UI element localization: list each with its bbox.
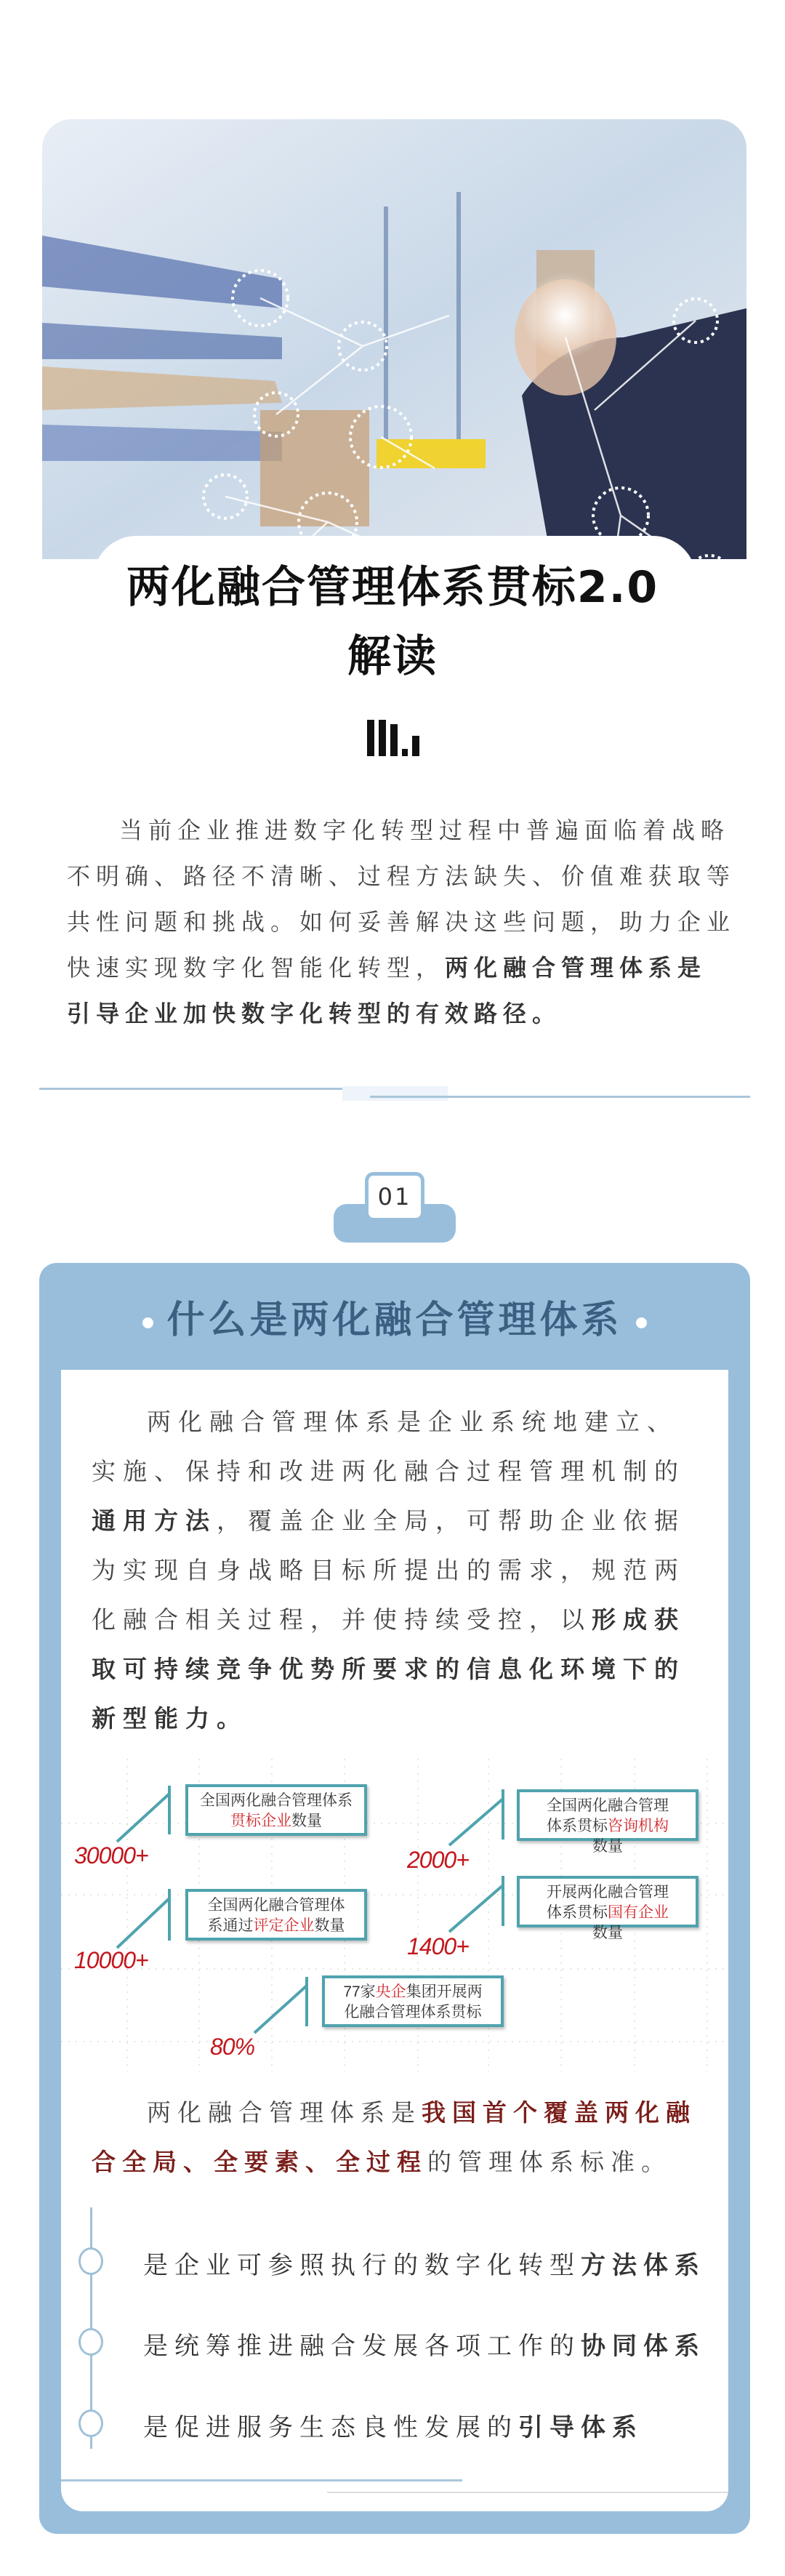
text: 是企业可参照执行的数字化转型 [143, 2251, 581, 2280]
section-number-badge: 01 [365, 1172, 424, 1221]
highlight: 评定企业 [253, 1917, 315, 1934]
stat-box [517, 1789, 699, 1855]
panel-divider-right [327, 2492, 728, 2493]
stat-value: 1400+ [407, 1933, 469, 1959]
stat-box [185, 1889, 367, 1941]
timeline-node-icon [78, 2328, 103, 2356]
intro-bold-text: 两化融合管理体系是引导企业加快数字化转型的有效路径。 [67, 954, 707, 1027]
stats-infographic [61, 1759, 728, 2072]
timeline-node-icon [78, 2247, 103, 2275]
section-heading [39, 1297, 750, 1344]
stat-box [185, 1784, 367, 1836]
hero-image [42, 119, 746, 559]
point-item [143, 2245, 706, 2281]
bold-text: 引导体系 [518, 2413, 643, 2442]
stat-box [322, 1975, 504, 2027]
text: 全国两化融合管理体系 [200, 1792, 353, 1809]
dot-icon [142, 1317, 153, 1328]
text: 是统筹推进融合发展各项工作的 [143, 2332, 581, 2361]
text: 两化融合管理体系是 [147, 2098, 422, 2127]
summary-paragraph [92, 2088, 702, 2187]
definition-paragraph [92, 1397, 702, 1744]
text: ，覆盖企业全局，可帮助企业依据为实现自身战略目标所提出的需求，规范两化融合相关过程，并使持续受控，以 [92, 1506, 685, 1634]
section-heading-text: 什么是两化融合管理体系 [166, 1299, 623, 1342]
text: 数量 [291, 1813, 322, 1829]
stat-value: 30000+ [74, 1842, 148, 1869]
text: 77家 [343, 1983, 376, 2000]
text: 全国两化融合管理体系通过 [207, 1897, 345, 1934]
bold-text: 形成获取可持续竞争优势所要求的信息化环境下的新型能力。 [92, 1605, 685, 1733]
dot-icon [636, 1317, 647, 1328]
bold-text: 方法体系 [581, 2251, 706, 2280]
highlight: 贯标企业 [230, 1813, 291, 1829]
text: 数量 [592, 1925, 623, 1941]
highlight: 央企 [375, 1983, 406, 2000]
bold-text: 通用方法 [92, 1506, 217, 1535]
text: 两化融合管理体系是企业系统地建立、实施、保持和改进两化融合过程管理机制的 [92, 1408, 685, 1485]
text: 开展两化融合管理体系贯标 [547, 1884, 669, 1921]
page-title: 两化融合管理体系贯标2.0 [126, 562, 659, 613]
stat-value: 2000+ [407, 1847, 469, 1873]
highlight-text: 我国首个覆盖两化融合全局、全要素、全过程 [92, 2098, 696, 2176]
page-title-line2: 解读 [347, 631, 438, 682]
intro-paragraph [67, 808, 736, 1037]
timeline-node-icon [78, 2410, 103, 2437]
text: 数量 [314, 1917, 345, 1934]
bold-text: 协同体系 [581, 2332, 706, 2361]
divider-block [342, 1086, 448, 1101]
point-item [143, 2407, 643, 2443]
text: 全国两化融合管理体系贯标 [547, 1797, 669, 1834]
highlight: 国有企业 [608, 1904, 669, 1921]
text: 的管理体系标准。 [427, 2148, 672, 2176]
text: 集团开展两化融合管理体系贯标 [344, 1983, 483, 2021]
stat-box [517, 1876, 699, 1941]
point-item [143, 2326, 706, 2362]
divider-right [370, 1096, 750, 1098]
text: 是促进服务生态良性发展的 [143, 2413, 518, 2442]
highlight: 咨询机构 [608, 1818, 669, 1834]
stat-value: 10000+ [74, 1947, 148, 1973]
stat-value: 80% [210, 2034, 255, 2060]
text: 数量 [592, 1838, 623, 1855]
bars-icon [367, 720, 422, 756]
intro-text: 当前企业推进数字化转型过程中普遍面临着战略不明确、路径不清晰、过程方法缺失、价值难获取等共性问题和挑战。如何妥善解决这些问题，助力企业快速实现数字化智能化转型， [67, 816, 736, 982]
panel-divider-left [61, 2479, 462, 2481]
